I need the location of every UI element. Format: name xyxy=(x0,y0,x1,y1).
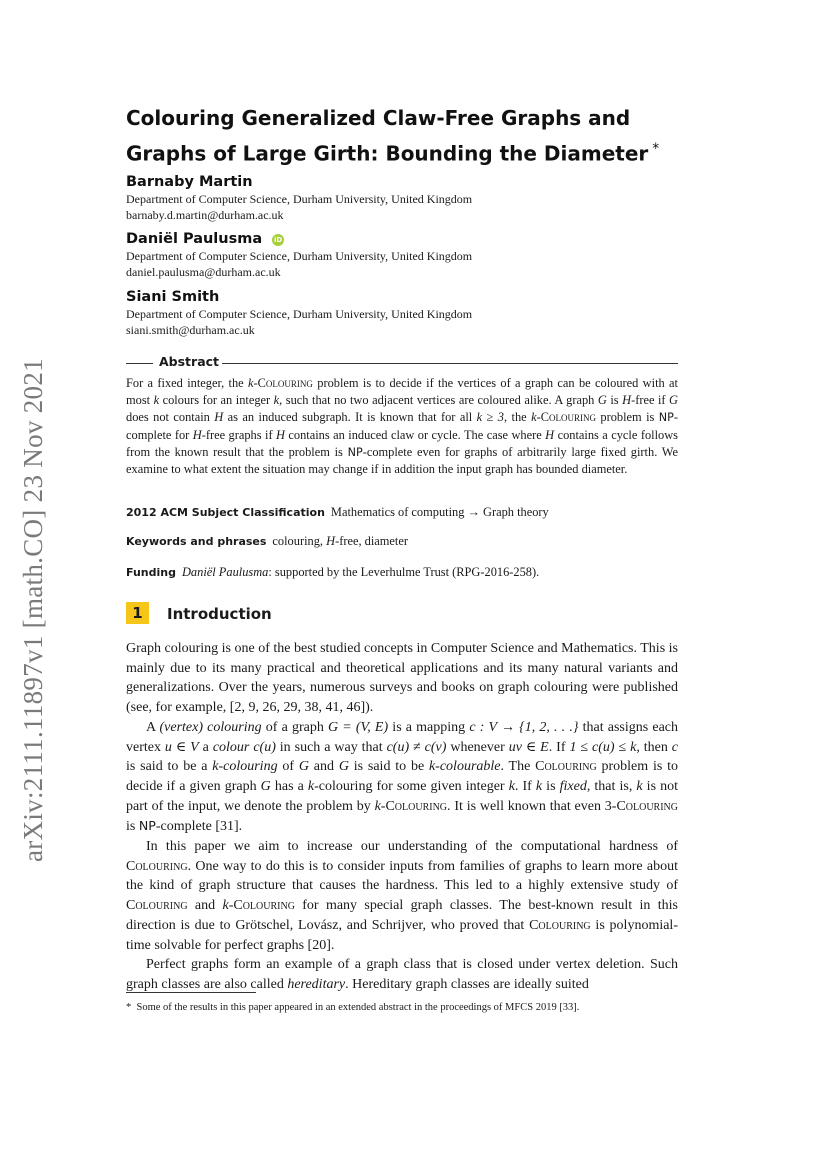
author-name: Barnaby Martin xyxy=(126,174,253,190)
author-block xyxy=(126,173,472,223)
abstract-text: For a fixed integer, the k-Colouring problem is to decide if the vertices of a graph can be coloured with at most k colours for an integer k, such that no two adjacent vertices are coloured alike. A graph G is H-free if G does not contain H as an induced subgraph. It is known that for all k ≥ 3, the k-Colouring problem is NP-complete for H-free graphs if H contains an induced claw or cycle. The case where H contains a cycle follows from the known result that the problem is NP-complete even for graphs of arbitrarily large fixed girth. We examine to what extent the situation may change if in addition the input graph has bounded diameter. xyxy=(126,376,679,477)
author-name: Daniël Paulusma xyxy=(126,231,263,247)
abstract-label: Abstract xyxy=(159,354,220,369)
body-text xyxy=(126,639,678,995)
acm-classification: 2012 ACM Subject Classification Mathematics of computing → Graph theory xyxy=(126,505,549,519)
paragraph: In this paper we aim to increase our understanding of the computational hardness of Colouring. One way to do this is to consider inputs from families of graphs to learn more about the kind of graph structure that causes the hardness. This led to a highly extensive study of Colouring and k-Colouring for many special graph classes. The best-known result in this direction is due to Grötschel, Lovász, and Schrijver, who proved that Colouring is polynomial-time solvable for perfect graphs [20]. xyxy=(126,839,679,953)
section-title: Introduction xyxy=(167,605,272,623)
section-number: 1 xyxy=(126,602,149,624)
orcid-icon[interactable]: iD xyxy=(274,236,283,244)
footnote-text: Some of the results in this paper appeared in an extended abstract in the proceedings of MFCS 2019 [33]. xyxy=(136,1002,580,1013)
footnote-marker: * xyxy=(126,1002,132,1013)
paragraph: A (vertex) colouring of a graph G = (V, E) is a mapping c : V → {1, 2, . . .} that assigns each vertex u ∈ V a colour c(u) in such a way that c(u) ≠ c(v) whenever uv ∈ E. If 1 ≤ c(u) ≤ k, then c is said to be a k-colouring of G and G is said to be k-colourable. The Colouring problem is to decide if a given graph G has a k-colouring for some given integer k. If k is fixed, that is, k is not part of the input, we denote the problem by k-Colouring. It is well known that even 3-Colouring is NP-complete [31]. xyxy=(126,719,679,835)
author-email: barnaby.d.martin@durham.ac.uk xyxy=(126,208,284,222)
abstract-rule-left xyxy=(126,363,153,364)
footnote-rule xyxy=(126,992,256,993)
paragraph: Perfect graphs form an example of a graph class that is closed under vertex deletion. Such graph classes are also called hereditary. Hereditary graph classes are ideally suited xyxy=(126,957,678,992)
paper-title xyxy=(126,103,706,170)
arxiv-stamp: arXiv:2111.11897v1 [math.CO] 23 Nov 2021 xyxy=(18,358,48,862)
author-affiliation: Department of Computer Science, Durham University, United Kingdom xyxy=(126,249,473,263)
paragraph: Graph colouring is one of the best studied concepts in Computer Science and Mathematics. This is mainly due to its many practical and theoretical applications and its many natural variants and generalizations. Over the years, numerous surveys and books on graph colouring were published (see, for example, [2, 9, 26, 29, 38, 41, 46]). xyxy=(126,641,678,716)
title-line-2: Graphs of Large Girth: Bounding the Diameter xyxy=(126,141,649,166)
author-email: siani.smith@durham.ac.uk xyxy=(126,323,255,337)
abstract-heading xyxy=(126,354,678,372)
author-name: Siani Smith xyxy=(126,289,220,305)
author-affiliation: Department of Computer Science, Durham University, United Kingdom xyxy=(126,307,473,321)
title-line-1: Colouring Generalized Claw-Free Graphs and xyxy=(126,106,631,130)
keywords: Keywords and phrases colouring, H-free, diameter xyxy=(126,534,408,548)
author-affiliation: Department of Computer Science, Durham University, United Kingdom xyxy=(126,192,473,206)
footnote xyxy=(126,1001,686,1015)
author-block xyxy=(126,230,472,280)
funding: Funding Daniël Paulusma: supported by the Leverhulme Trust (RPG-2016-258). xyxy=(126,565,540,579)
author-block xyxy=(126,288,472,338)
author-email: daniel.paulusma@durham.ac.uk xyxy=(126,265,281,279)
title-footnote-marker: * xyxy=(652,141,660,157)
abstract-rule-right xyxy=(222,363,678,364)
